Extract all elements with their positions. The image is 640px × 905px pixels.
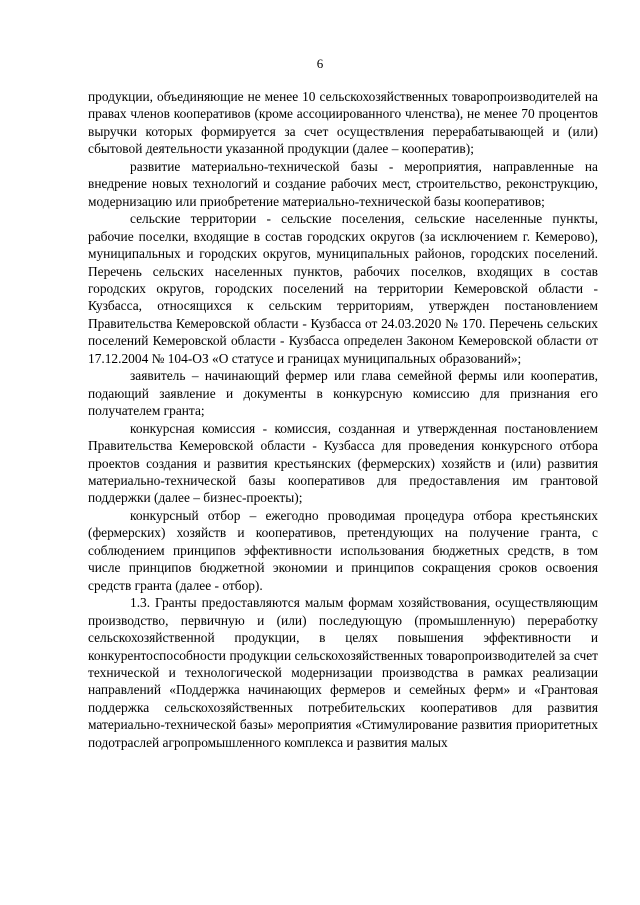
paragraph-section-1-3: 1.3. Гранты предоставляются малым формам хозяйствования, осуществляющим производство, первичную и (или) последующую (промышленную) переработку сельскохозяйственной продукции, в целях повышения эффективности и конкурентоспособности продукции сельскохозяйственных товаропроизводителей за счет технической и технологической модернизации производства в рамках реализации направлений «Поддержка начинающих фермеров и семейных ферм» и «Грантовая поддержка сельскохозяйственных потребительских кооперативов для развития материально-технической базы» мероприятия «Стимулирование развития приоритетных подотраслей агропромышленного комплекса и развития малых bbox=[88, 595, 598, 750]
page-number: 6 bbox=[316, 56, 324, 71]
document-body bbox=[88, 88, 598, 751]
paragraph-applicant-definition: заявитель – начинающий фермер или глава семейной фермы или кооператив, подающий заявление и документы в конкурсную комиссию для признания его получателем гранта; bbox=[88, 368, 598, 419]
paragraph-rural-territories-definition: сельские территории - сельские поселения, сельские населенные пункты, рабочие поселки, входящие в состав городских округов (за исключением г. Кемерово), муниципальных и городских округов, муниципальных районов, городских поселений. Перечень сельских населенных пунктов, рабочих поселков, входящих в состав городских округов, городских поселений на территории Кемеровской области - Кузбасса, относящихся к сельским территориям, утвержден постановлением Правительства Кемеровской области - Кузбасса от 24.03.2020 № 170. Перечень сельских поселений Кемеровской области - Кузбасса определен Законом Кемеровской области от 17.12.2004 № 104-ОЗ «О статусе и границах муниципальных образований»; bbox=[88, 211, 598, 366]
paragraph-selection-definition: конкурсный отбор – ежегодно проводимая процедура отбора крестьянских (фермерских) хозяйств и кооперативов, претендующих на получение гранта, с соблюдением принципов эффективности использования бюджетных средств, в том числе принципов бюджетной экономии и принципов сокращения сроков освоения средств гранта (далее - отбор). bbox=[88, 507, 598, 593]
paragraph-cooperative-definition-continued: продукции, объединяющие не менее 10 сельскохозяйственных товаропроизводителей на правах членов кооперативов (кроме ассоциированного членства), не менее 70 процентов выручки которых формируется за счет осуществления перерабатывающей и (или) сбытовой деятельности указанной продукции (далее – кооператив); bbox=[88, 89, 598, 157]
paragraph-material-base-definition: развитие материально-технической базы - мероприятия, направленные на внедрение новых технологий и создание рабочих мест, строительство, реконструкцию, модернизацию или приобретение материально-технической базы кооперативов; bbox=[88, 158, 598, 209]
paragraph-commission-definition: конкурсная комиссия - комиссия, созданная и утвержденная постановлением Правительства Кемеровской области - Кузбасса для проведения конкурсного отбора проектов создания и развития крестьянских (фермерских) хозяйств и (или) развития материально-технической базы кооперативов для предоставления им грантовой поддержки (далее – бизнес-проекты); bbox=[88, 420, 598, 506]
